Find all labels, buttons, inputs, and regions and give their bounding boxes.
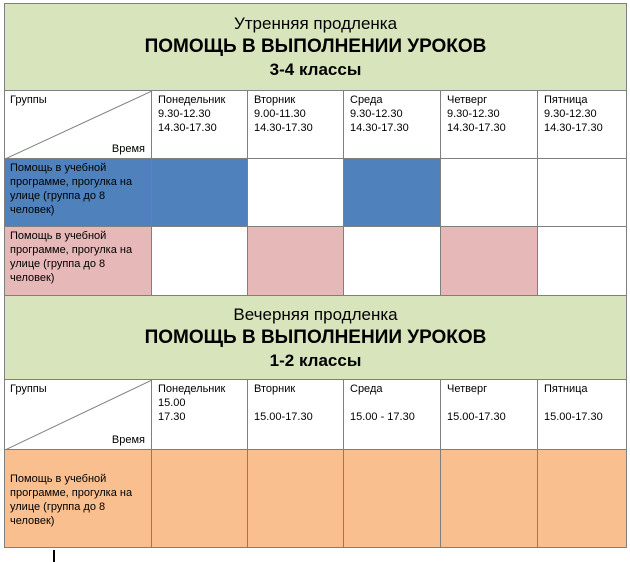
day-name: Вторник xyxy=(254,383,296,395)
morning-group-row-1 xyxy=(5,159,627,227)
day-time-1: 9.30-12.30 xyxy=(158,108,211,120)
slot-wednesday xyxy=(344,450,441,548)
group-label: Помощь в учебной программе, прогулка на улице (группа до 8 человек) xyxy=(10,472,133,527)
day-time-2: 15.00-17.30 xyxy=(544,411,603,423)
day-friday xyxy=(538,380,627,450)
day-thursday xyxy=(441,91,538,159)
morning-grades: 3-4 классы xyxy=(269,60,362,79)
group-label: Помощь в учебной программе, прогулка на улице (группа до 8 человек) xyxy=(10,230,133,284)
slot-wednesday xyxy=(344,159,441,227)
evening-group-row-1 xyxy=(5,450,627,548)
slot-monday xyxy=(152,227,248,296)
slot-tuesday xyxy=(248,159,344,227)
day-time-1: 9.30-12.30 xyxy=(544,108,597,120)
day-time-1 xyxy=(447,396,533,410)
slot-thursday xyxy=(441,227,538,296)
evening-banner xyxy=(5,296,627,380)
schedule-table xyxy=(4,3,627,548)
page-mark xyxy=(53,550,55,562)
group-label-cell xyxy=(5,227,152,296)
day-wednesday xyxy=(344,91,441,159)
group-label: Помощь в учебной программе, прогулка на улице (группа до 8 человек) xyxy=(10,162,133,216)
group-label-cell xyxy=(5,450,152,548)
groups-header: Группы xyxy=(10,94,47,106)
day-name: Понедельник xyxy=(158,383,226,395)
day-friday xyxy=(538,91,627,159)
morning-title: Утренняя продленка xyxy=(233,14,398,33)
day-name: Четверг xyxy=(447,383,488,395)
day-time-1 xyxy=(254,396,339,410)
morning-banner xyxy=(5,4,627,91)
groups-header: Группы xyxy=(10,383,47,395)
evening-header-row xyxy=(5,380,627,450)
morning-subtitle: ПОМОЩЬ В ВЫПОЛНЕНИИ УРОКОВ xyxy=(144,36,487,57)
day-name: Вторник xyxy=(254,94,296,106)
time-header: Время xyxy=(111,143,145,155)
day-time-1: 9.00-11.30 xyxy=(254,108,306,120)
day-time-1: 9.30-12.30 xyxy=(447,108,500,120)
evening-grades: 1-2 классы xyxy=(269,350,362,370)
slot-friday xyxy=(538,227,627,296)
day-tuesday xyxy=(248,91,344,159)
day-name: Понедельник xyxy=(158,94,226,106)
day-time-2: 17.30 xyxy=(158,411,186,423)
day-thursday xyxy=(441,380,538,450)
evening-corner-cell xyxy=(5,380,152,450)
day-time-2: 15.00-17.30 xyxy=(254,411,313,423)
day-name: Среда xyxy=(350,94,383,106)
day-name: Пятница xyxy=(544,94,588,106)
day-tuesday xyxy=(248,380,344,450)
morning-corner-cell xyxy=(5,91,152,159)
day-name: Четверг xyxy=(447,94,488,106)
slot-friday xyxy=(538,450,627,548)
day-name: Пятница xyxy=(544,383,588,395)
day-time-2: 14.30-17.30 xyxy=(254,122,313,134)
slot-monday xyxy=(152,159,248,227)
evening-title: Вечерняя продленка xyxy=(233,304,398,324)
day-time-2: 14.30-17.30 xyxy=(447,122,506,134)
day-time-2: 14.30-17.30 xyxy=(350,122,409,134)
evening-subtitle: ПОМОЩЬ В ВЫПОЛНЕНИИ УРОКОВ xyxy=(144,326,487,348)
day-time-2: 14.30-17.30 xyxy=(158,122,217,134)
time-header: Время xyxy=(111,434,145,446)
slot-monday xyxy=(152,450,248,548)
day-wednesday xyxy=(344,380,441,450)
morning-banner-row xyxy=(5,4,627,91)
slot-wednesday xyxy=(344,227,441,296)
day-time-2: 15.00-17.30 xyxy=(447,411,506,423)
day-time-2: 14.30-17.30 xyxy=(544,122,603,134)
day-time-1 xyxy=(544,396,622,410)
morning-header-row xyxy=(5,91,627,159)
day-monday xyxy=(152,91,248,159)
day-name: Среда xyxy=(350,383,383,395)
schedule-sheet xyxy=(4,3,626,548)
slot-thursday xyxy=(441,450,538,548)
day-monday xyxy=(152,380,248,450)
day-time-1 xyxy=(350,396,436,410)
slot-tuesday xyxy=(248,450,344,548)
slot-tuesday xyxy=(248,227,344,296)
day-time-1: 9.30-12.30 xyxy=(350,108,403,120)
day-time-2: 15.00 - 17.30 xyxy=(350,411,415,423)
morning-group-row-2 xyxy=(5,227,627,296)
group-label-cell xyxy=(5,159,152,227)
day-time-1: 15.00 xyxy=(158,397,186,409)
evening-banner-row xyxy=(5,296,627,380)
slot-friday xyxy=(538,159,627,227)
slot-thursday xyxy=(441,159,538,227)
